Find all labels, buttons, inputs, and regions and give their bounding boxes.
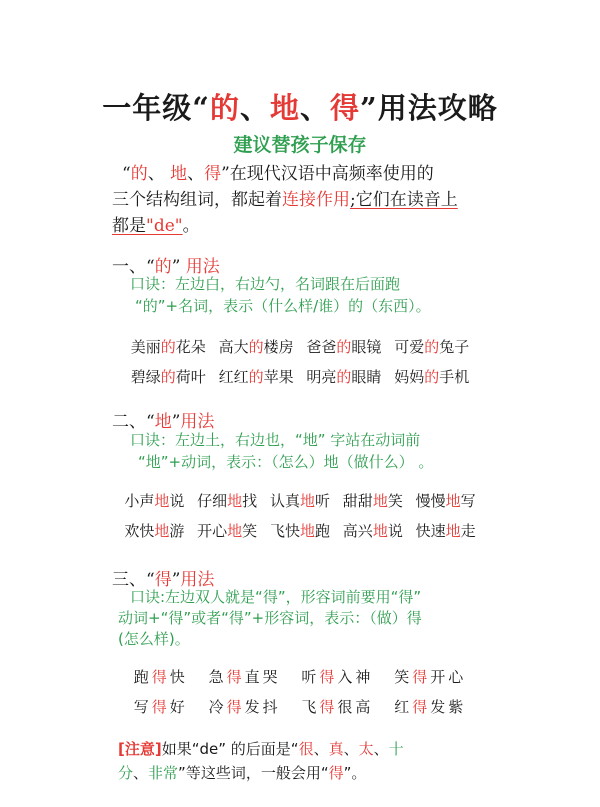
example-phrase	[394, 338, 469, 356]
example-part: 慢慢	[415, 492, 446, 510]
example-particle: 得	[412, 698, 431, 716]
intro-word: 地	[170, 164, 188, 184]
example-particle: 得	[319, 668, 338, 686]
note-word: 得	[328, 764, 344, 782]
example-phrase	[219, 338, 294, 356]
example-phrase	[197, 492, 257, 510]
example-part: 妈妈	[394, 368, 425, 386]
section-heading-text: ”	[171, 257, 181, 277]
example-part: 说	[387, 522, 403, 540]
example-part: 冷	[208, 698, 227, 716]
example-phrase	[131, 338, 206, 356]
intro-highlight: 连接作用	[282, 190, 350, 210]
example-phrase	[394, 668, 466, 686]
example-row	[0, 662, 600, 692]
section-heading-word: 得	[154, 570, 172, 590]
example-part: 小声	[124, 492, 155, 510]
rule-line: (怎么样)。	[118, 630, 190, 648]
note-text: ”等这些词，一般会用“	[178, 764, 329, 782]
example-row	[0, 332, 600, 362]
intro-word: 的	[130, 164, 148, 184]
example-particle: 地	[372, 522, 388, 540]
example-particle: 得	[151, 698, 170, 716]
example-part: 认真	[269, 492, 300, 510]
example-list	[0, 662, 600, 722]
example-phrase	[209, 698, 281, 716]
example-particle: 得	[151, 668, 170, 686]
note-word: 分	[118, 764, 134, 782]
intro-text: 都是	[112, 216, 146, 236]
note-word: 真	[328, 740, 344, 758]
title-sep: 、	[300, 91, 331, 125]
example-particle: 的	[336, 368, 352, 386]
example-phrase	[301, 668, 373, 686]
section-heading-text: 用法	[180, 570, 215, 590]
note-text: ”。	[343, 764, 367, 782]
example-part: 苹果	[263, 368, 294, 386]
example-part: 开心	[430, 668, 467, 686]
example-part: 发抖	[244, 698, 281, 716]
example-part: 游	[169, 522, 185, 540]
example-part: 楼房	[263, 338, 294, 356]
example-part: 甜甜	[342, 492, 373, 510]
intro-text: ;它们在读音上	[350, 190, 458, 210]
example-part: 写	[133, 698, 152, 716]
example-list	[0, 332, 600, 392]
section-heading-text: 二、“	[112, 412, 155, 432]
rule-line: “的”+名词，表示（什么样/谁）的（东西）。	[135, 297, 431, 315]
example-part: 很高	[337, 698, 374, 716]
example-part: 高兴	[342, 522, 373, 540]
note-tag: [注意]	[118, 740, 162, 758]
note-word: 非常	[148, 764, 179, 782]
example-part: 跑	[133, 668, 152, 686]
example-part: 明亮	[306, 368, 337, 386]
example-part: 碧绿	[130, 368, 161, 386]
intro-quote: “	[122, 164, 131, 184]
example-particle: 地	[154, 522, 170, 540]
note-sep: 、	[343, 740, 359, 758]
example-part: 写	[460, 492, 476, 510]
example-phrase	[219, 368, 294, 386]
example-part: 眼睛	[351, 368, 382, 386]
example-particle: 地	[445, 522, 461, 540]
example-phrase	[416, 492, 476, 510]
section-heading-text: 三、“	[112, 570, 155, 590]
example-part: 荷叶	[175, 368, 206, 386]
example-particle: 的	[424, 338, 440, 356]
example-part: 笑	[394, 668, 413, 686]
example-phrase	[134, 668, 188, 686]
example-part: 听	[301, 668, 320, 686]
section-heading-text: ”	[171, 570, 181, 590]
title-word-de3: 得	[330, 91, 361, 125]
title-text-pre: 一年级“	[102, 91, 210, 125]
example-part: 快	[169, 668, 188, 686]
example-phrase	[301, 698, 373, 716]
example-part: 跑	[315, 522, 331, 540]
example-part: 说	[169, 492, 185, 510]
note-word: 十	[388, 740, 404, 758]
example-row	[0, 362, 600, 392]
note-word: 太	[358, 740, 374, 758]
example-phrase	[209, 668, 281, 686]
title-word-de2: 地	[269, 91, 300, 125]
intro-highlight: "de"	[146, 216, 183, 236]
example-part: 飞快	[269, 522, 300, 540]
example-particle: 的	[248, 368, 264, 386]
example-part: 红红	[218, 368, 249, 386]
intro-word: 得	[204, 164, 222, 184]
section-heading-text: 用法	[180, 412, 215, 432]
example-part: 急	[208, 668, 227, 686]
intro-sep: 、	[187, 164, 205, 184]
example-part: 红	[394, 698, 413, 716]
example-part: 入神	[337, 668, 374, 686]
page-title	[0, 86, 600, 127]
example-particle: 得	[226, 668, 245, 686]
example-particle: 地	[227, 522, 243, 540]
example-particle: 地	[445, 492, 461, 510]
example-particle: 地	[299, 492, 315, 510]
example-phrase	[416, 522, 476, 540]
example-part: 花朵	[175, 338, 206, 356]
example-part: 直哭	[244, 668, 281, 686]
title-word-de1: 的	[209, 91, 240, 125]
example-part: 好	[169, 698, 188, 716]
example-particle: 得	[226, 698, 245, 716]
example-phrase	[270, 522, 330, 540]
title-text-post: ”用法攻略	[360, 91, 498, 125]
example-phrase	[134, 698, 188, 716]
example-particle: 得	[412, 668, 431, 686]
example-phrase	[197, 522, 257, 540]
note-sep: 、	[133, 764, 149, 782]
example-particle: 的	[336, 338, 352, 356]
intro-text: ”在现代汉语中高频率使用的	[221, 164, 434, 184]
example-part: 发紫	[430, 698, 467, 716]
example-particle: 地	[299, 522, 315, 540]
note-sep: 、	[373, 740, 389, 758]
example-part: 开心	[197, 522, 228, 540]
example-part: 欢快	[124, 522, 155, 540]
example-part: 爸爸	[306, 338, 337, 356]
note-paragraph	[118, 737, 498, 785]
intro-paragraph	[112, 161, 502, 239]
example-part: 高大	[218, 338, 249, 356]
example-part: 笑	[387, 492, 403, 510]
example-phrase	[124, 522, 184, 540]
example-part: 可爱	[394, 338, 425, 356]
rule-line: 口诀：左边土，右边也，“地” 字站在动词前	[130, 431, 421, 449]
example-particle: 得	[319, 698, 338, 716]
example-row	[0, 486, 600, 516]
note-text: 如果“de” 的后面是“	[161, 740, 299, 758]
rule-line: 口诀:左边双人就是“得”，形容词前要用“得”	[130, 588, 422, 606]
subtitle: 建议替孩子保存	[233, 134, 367, 156]
section-heading-word: 地	[154, 412, 172, 432]
rule-line: 口诀：左边白，右边勺，名词跟在后面跑	[130, 275, 401, 293]
example-phrase	[124, 492, 184, 510]
example-particle: 的	[160, 368, 176, 386]
example-list	[0, 486, 600, 546]
intro-text: 三个结构组词，都起着	[112, 190, 282, 210]
section-heading-word: 的	[154, 257, 172, 277]
example-row	[0, 692, 600, 722]
example-particle: 地	[154, 492, 170, 510]
example-part: 美丽	[130, 338, 161, 356]
section-heading-text: 用法	[180, 257, 220, 277]
example-phrase	[270, 492, 330, 510]
intro-sep: 、	[147, 164, 171, 184]
rule-line: “地”+动词，表示：（怎么）地（做什么） 。	[138, 453, 434, 471]
example-part: 眼镜	[351, 338, 382, 356]
note-word: 很	[298, 740, 314, 758]
example-part: 快速	[415, 522, 446, 540]
example-part: 找	[242, 492, 258, 510]
example-phrase	[343, 522, 403, 540]
example-part: 听	[315, 492, 331, 510]
example-phrase	[306, 368, 381, 386]
example-phrase	[394, 368, 469, 386]
section-heading	[112, 407, 214, 432]
example-phrase	[394, 698, 466, 716]
example-row	[0, 516, 600, 546]
example-part: 走	[460, 522, 476, 540]
example-part: 飞	[301, 698, 320, 716]
example-phrase	[131, 368, 206, 386]
rule-line: 动词+“得”或者“得”+形容词，表示：（做）得	[118, 609, 422, 627]
example-part: 手机	[439, 368, 470, 386]
example-particle: 的	[160, 338, 176, 356]
section-heading-text: ”	[171, 412, 181, 432]
example-part: 兔子	[439, 338, 470, 356]
title-sep: 、	[239, 91, 270, 125]
example-phrase	[306, 338, 381, 356]
example-phrase	[343, 492, 403, 510]
example-particle: 的	[424, 368, 440, 386]
intro-text: 。	[182, 216, 200, 236]
example-particle: 地	[372, 492, 388, 510]
section-heading-text: 一、“	[112, 257, 155, 277]
example-part: 笑	[242, 522, 258, 540]
note-sep: 、	[313, 740, 329, 758]
example-particle: 地	[227, 492, 243, 510]
example-part: 仔细	[197, 492, 228, 510]
example-particle: 的	[248, 338, 264, 356]
